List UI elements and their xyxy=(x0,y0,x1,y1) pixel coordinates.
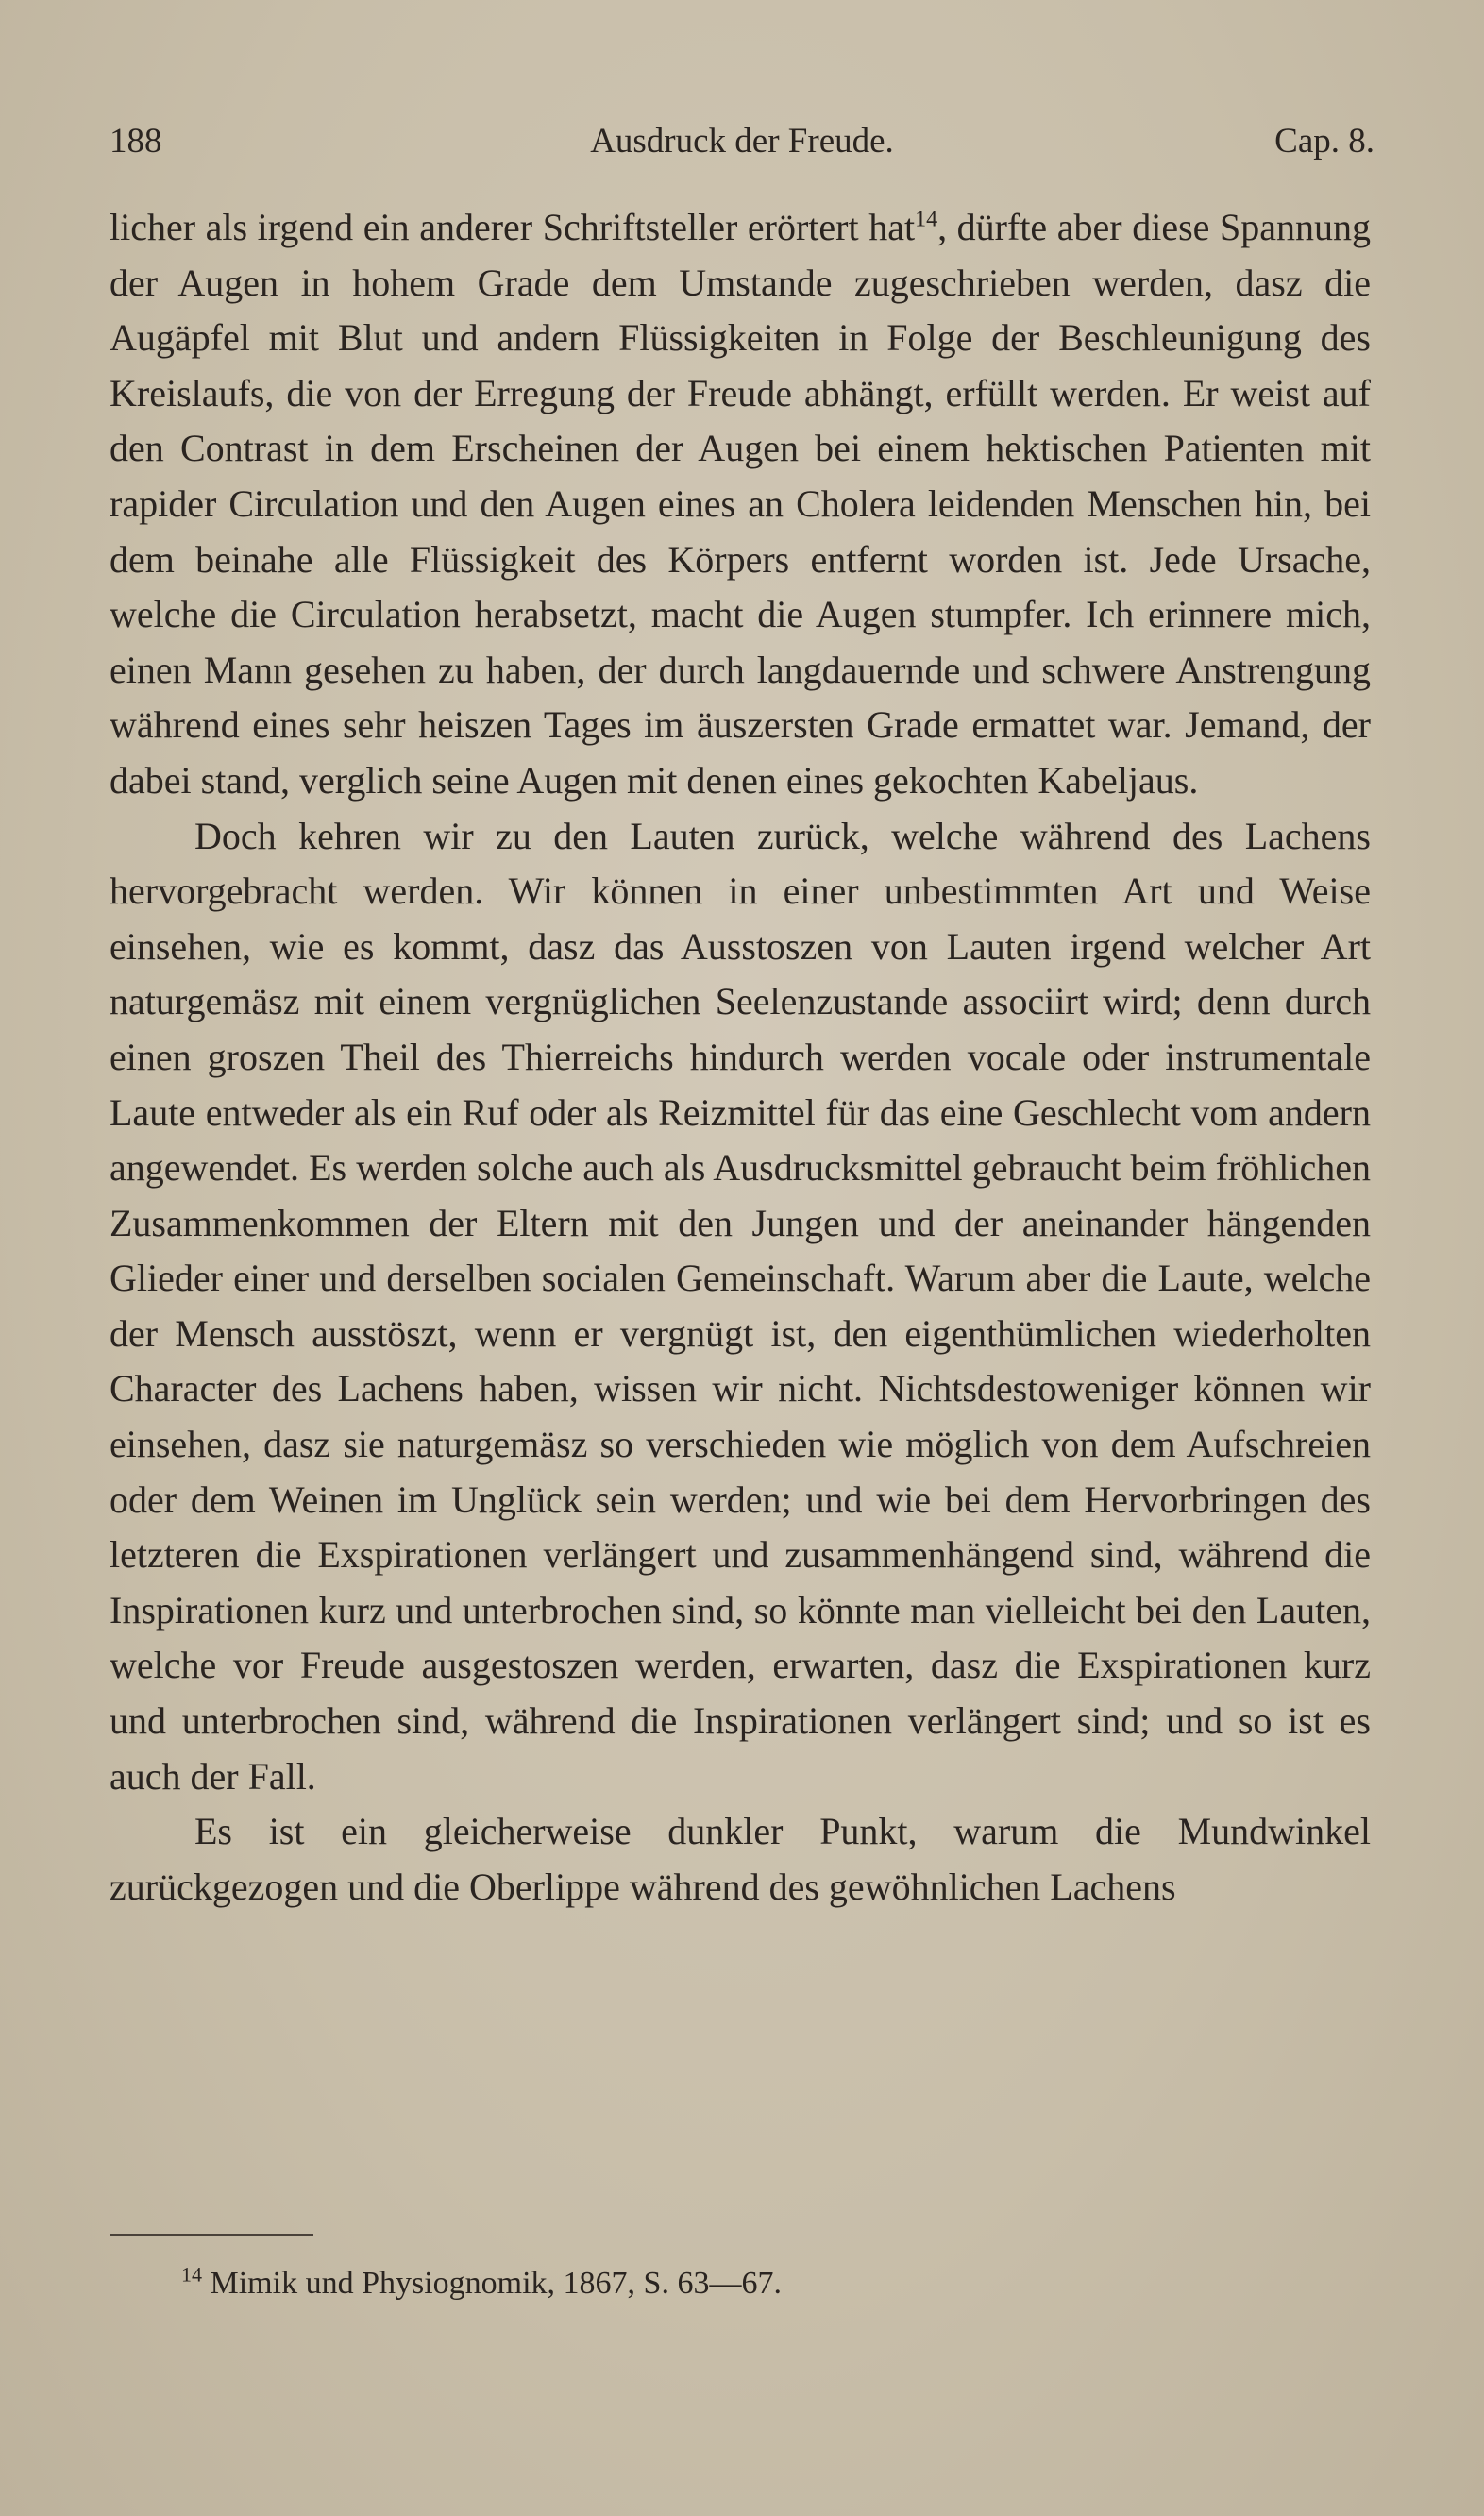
page-number: 188 xyxy=(110,122,162,160)
paragraph-2: Doch kehren wir zu den Lauten zurück, welche während des Lachens hervorgebracht werden. Wir können in einer unbestimmten Art und Weise einsehen, wie es kommt, dasz das Ausstoszen von Lauten irgend welcher Art naturgemäsz mit einem vergnüglichen Seelenzustande associirt wird; denn durch einen groszen Theil des Thierreichs hindurch werden vocale oder instrumentale Laute entweder als ein Ruf oder als Reizmittel für das eine Geschlecht vom andern angewendet. Es werden solche auch als Ausdrucksmittel gebraucht beim fröhlichen Zusammenkommen der Eltern mit den Jungen und der aneinander hängenden Glieder einer und derselben socialen Gemeinschaft. Warum aber die Laute, welche der Mensch ausstöszt, wenn er vergnügt ist, den eigenthümlichen wiederholten Character des Lachens haben, wissen wir nicht. Nichtsdestoweniger können wir einsehen, dasz sie naturgemäsz so verschieden wie möglich von dem Aufschreien oder dem Weinen im Unglück sein werden; und wie bei dem Hervorbringen des letzteren die Exspirationen verlängert und zusammenhängend sind, während die Inspirationen kurz und unterbrochen sind, so könnte man vielleicht bei den Lauten, welche vor Freude ausgestoszen werden, erwarten, dasz die Exspirationen kurz und unterbrochen sind, während die Inspirationen verlängert sind; und so ist es auch der Fall. xyxy=(110,814,1371,1798)
footnote xyxy=(181,2262,782,2302)
chapter-label: Cap. 8. xyxy=(1274,122,1374,160)
footnote-reference: 14 xyxy=(915,207,938,232)
footnote-marker: 14 xyxy=(181,2262,202,2287)
body-text xyxy=(110,200,1371,1915)
running-title: Ausdruck der Freude. xyxy=(590,122,894,160)
running-header xyxy=(110,121,1374,168)
paragraph-1-text-a: licher als irgend ein anderer Schriftsteller erörtert hat xyxy=(110,206,916,248)
paragraph-1-text-b: , dürfte aber diese Spannung der Augen in hohem Grade dem Umstande zugeschrieben werden, dasz die Augäpfel mit Blut und andern Flüssigkeiten in Folge der Beschleunigung des Kreislaufs, die von der Erregung der Freude abhängt, erfüllt werden. Er weist auf den Contrast in dem Erscheinen der Augen bei einem hektischen Patienten mit rapider Circulation und den Augen eines an Cholera leidenden Menschen hin, bei dem beinahe alle Flüssigkeit des Körpers entfernt worden ist. Jede Ursache, welche die Circulation herabsetzt, macht die Augen stumpfer. Ich erinnere mich, einen Mann gesehen zu haben, der durch langdauernde und schwere Anstrengung während eines sehr heiszen Tages im äuszersten Grade ermattet war. Jemand, der dabei stand, verglich seine Augen mit denen eines gekochten Kabeljaus. xyxy=(110,206,1371,802)
paragraph-1 xyxy=(110,200,1371,809)
footnote-divider xyxy=(110,2234,313,2236)
footnote-text: Mimik und Physiognomik, 1867, S. 63—67. xyxy=(210,2266,782,2301)
paragraph-3: Es ist ein gleicherweise dunkler Punkt, warum die Mundwinkel zurückgezogen und die Oberlippe während des gewöhnlichen Lachens xyxy=(110,1810,1371,1908)
